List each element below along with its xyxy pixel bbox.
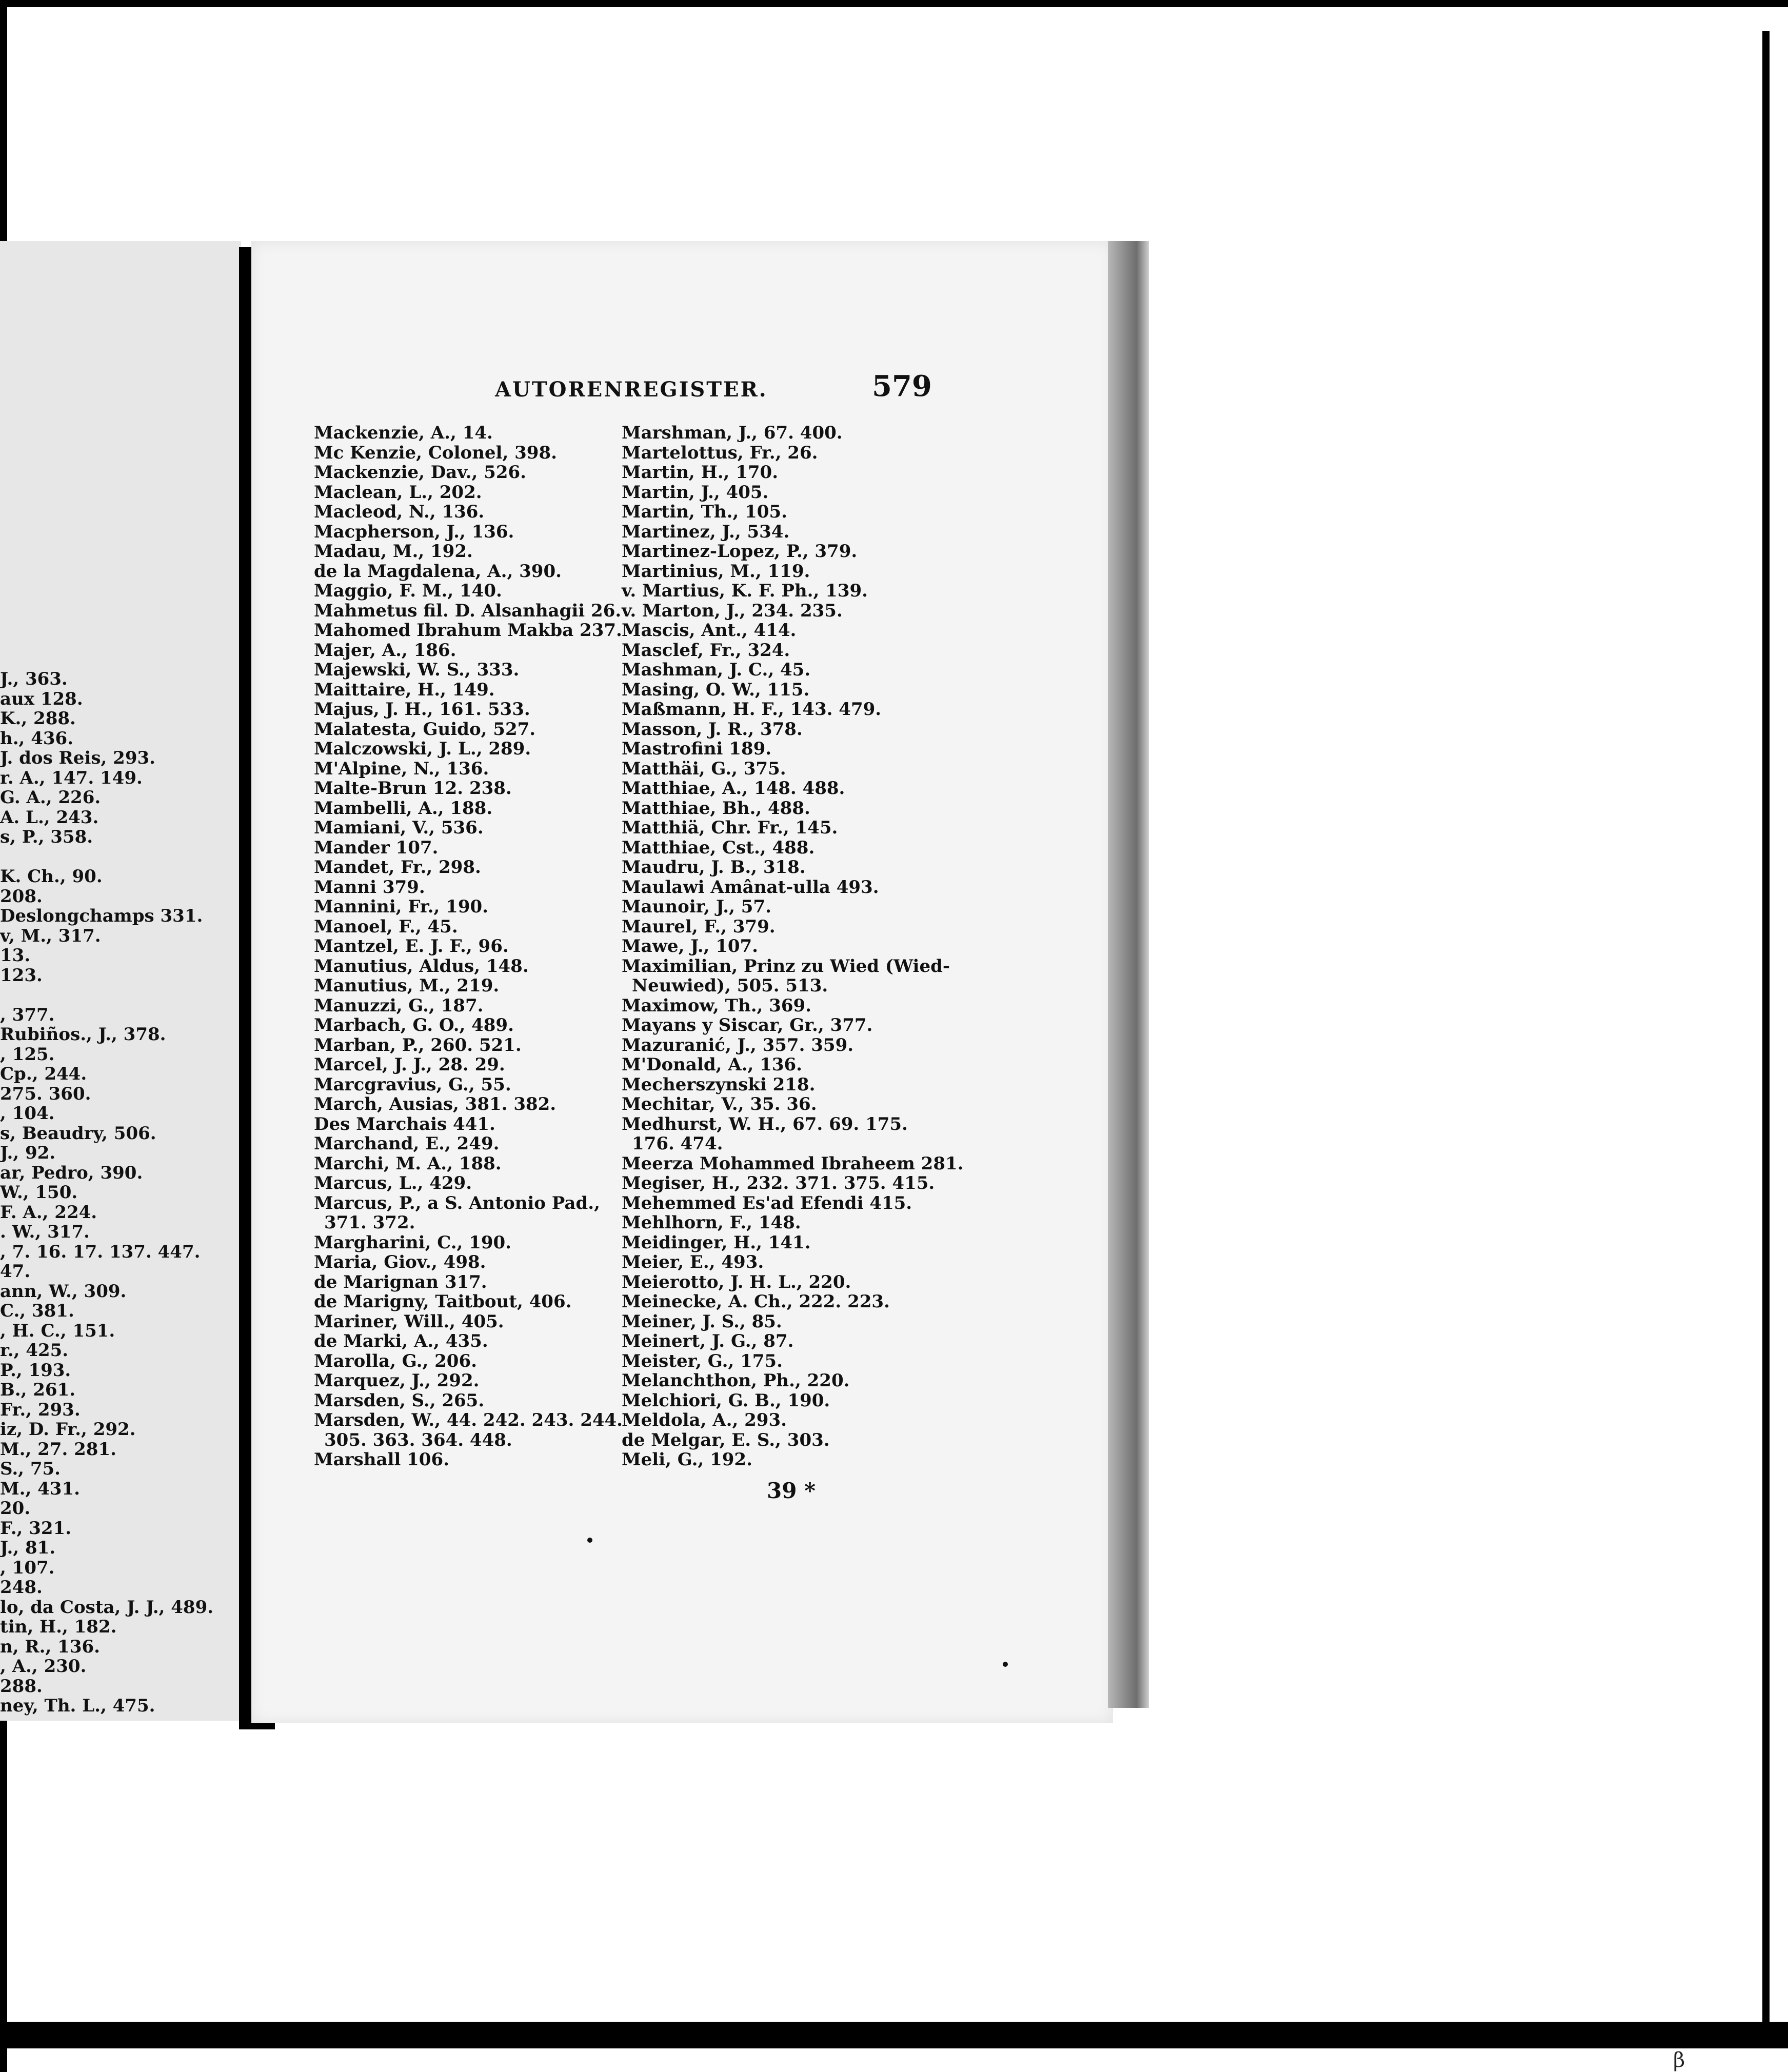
index-entry: de la Magdalena, A., 390. bbox=[314, 561, 562, 582]
index-entry: 176. 474. bbox=[632, 1133, 723, 1154]
index-entry: Maria, Giov., 498. bbox=[314, 1252, 486, 1272]
index-entry: 371. 372. bbox=[324, 1212, 415, 1233]
index-entry: Meierotto, J. H. L., 220. bbox=[622, 1271, 851, 1292]
index-entry: , 125. bbox=[0, 1044, 55, 1065]
index-entry: de Marignan 317. bbox=[314, 1271, 487, 1292]
index-entry: Mawe, J., 107. bbox=[622, 936, 759, 957]
index-entry: Cp., 244. bbox=[0, 1064, 87, 1084]
index-entry: G. A., 226. bbox=[0, 787, 101, 808]
index-entry: 248. bbox=[0, 1577, 43, 1598]
index-entry: Marcgravius, G., 55. bbox=[314, 1074, 511, 1095]
index-entry: Malatesta, Guido, 527. bbox=[314, 719, 536, 740]
index-entry: Masing, O. W., 115. bbox=[622, 679, 810, 700]
index-entry: lo, da Costa, J. J., 489. bbox=[0, 1597, 214, 1618]
index-entry: , 377. bbox=[0, 1004, 55, 1025]
index-entry: 275. 360. bbox=[0, 1083, 91, 1104]
index-entry: Majewski, W. S., 333. bbox=[314, 660, 520, 680]
index-entry: Matthäi, G., 375. bbox=[622, 758, 786, 779]
page-number: 579 bbox=[872, 369, 932, 403]
left-page bbox=[0, 241, 241, 1721]
index-entry: Mastrofini 189. bbox=[622, 739, 772, 759]
index-entry: Mayans y Siscar, Gr., 377. bbox=[622, 1015, 873, 1035]
index-entry: r. A., 147. 149. bbox=[0, 767, 143, 788]
index-entry: Macleod, N., 136. bbox=[314, 502, 485, 522]
index-entry: K., 288. bbox=[0, 708, 76, 729]
index-entry: Marchi, M. A., 188. bbox=[314, 1153, 502, 1174]
index-entry: Mecherszynski 218. bbox=[622, 1074, 816, 1095]
index-entry: Mariner, Will., 405. bbox=[314, 1311, 504, 1332]
index-entry: Majus, J. H., 161. 533. bbox=[314, 699, 530, 720]
index-entry: Fr., 293. bbox=[0, 1399, 81, 1420]
index-entry: C., 381. bbox=[0, 1301, 74, 1321]
index-entry: M'Alpine, N., 136. bbox=[314, 758, 489, 779]
index-entry: 13. bbox=[0, 945, 31, 966]
index-entry: Malte-Brun 12. 238. bbox=[314, 778, 512, 799]
index-entry: Meier, E., 493. bbox=[622, 1252, 764, 1272]
index-entry: Matthiae, Bh., 488. bbox=[622, 798, 810, 819]
index-entry: Marcus, L., 429. bbox=[314, 1173, 472, 1193]
index-entry: 208. bbox=[0, 886, 43, 907]
index-entry: Mamiani, V., 536. bbox=[314, 818, 484, 838]
index-entry: Mahomed Ibrahum Makba 237. bbox=[314, 620, 622, 641]
index-entry: Marsden, S., 265. bbox=[314, 1390, 485, 1411]
index-entry: Marban, P., 260. 521. bbox=[314, 1034, 522, 1055]
index-entry: Meinecke, A. Ch., 222. 223. bbox=[622, 1291, 890, 1312]
index-entry: Mashman, J. C., 45. bbox=[622, 660, 811, 680]
index-entry: Mazuranić, J., 357. 359. bbox=[622, 1034, 854, 1055]
index-entry: , 107. bbox=[0, 1557, 55, 1578]
scan-border-bottom bbox=[0, 2022, 1788, 2048]
index-entry: Meister, G., 175. bbox=[622, 1350, 783, 1371]
index-column-right bbox=[622, 423, 963, 1470]
index-entry: v, M., 317. bbox=[0, 925, 101, 946]
index-entry: Deslongchamps 331. bbox=[0, 906, 203, 926]
index-entry: s, P., 358. bbox=[0, 827, 93, 847]
index-entry: Mehlhorn, F., 148. bbox=[622, 1212, 801, 1233]
index-entry: Melanchthon, Ph., 220. bbox=[622, 1370, 850, 1391]
index-entry: v. Marton, J., 234. 235. bbox=[622, 600, 843, 621]
index-entry: Margharini, C., 190. bbox=[314, 1232, 512, 1253]
index-entry: Maudru, J. B., 318. bbox=[622, 857, 806, 878]
index-entry: Maximilian, Prinz zu Wied (Wied- bbox=[622, 955, 950, 977]
index-entry: Mannini, Fr., 190. bbox=[314, 896, 488, 917]
index-entry: , 104. bbox=[0, 1103, 55, 1124]
index-entry: J., 363. bbox=[0, 669, 68, 689]
index-entry: Maclean, L., 202. bbox=[314, 482, 482, 503]
index-entry: 288. bbox=[0, 1676, 43, 1697]
index-entry: Mantzel, E. J. F., 96. bbox=[314, 936, 509, 957]
index-entry: Macpherson, J., 136. bbox=[314, 521, 514, 542]
index-entry: r., 425. bbox=[0, 1340, 69, 1361]
signature-mark: 39 * bbox=[767, 1478, 816, 1503]
index-entry: Maulawi Amânat-ulla 493. bbox=[622, 876, 879, 898]
index-entry: Marolla, G., 206. bbox=[314, 1350, 477, 1371]
index-entry: Mackenzie, Dav., 526. bbox=[314, 462, 526, 483]
index-entry: Malczowski, J. L., 289. bbox=[314, 739, 531, 759]
index-entry: K. Ch., 90. bbox=[0, 866, 103, 887]
index-entry: Marshman, J., 67. 400. bbox=[622, 423, 843, 443]
index-entry: Meldola, A., 293. bbox=[622, 1410, 787, 1430]
index-entry: Neuwied), 505. 513. bbox=[632, 975, 828, 996]
index-entry: Megiser, H., 232. 371. 375. 415. bbox=[622, 1173, 935, 1193]
index-entry: h., 436. bbox=[0, 728, 74, 749]
index-entry: tin, H., 182. bbox=[0, 1617, 117, 1637]
index-entry: Mascis, Ant., 414. bbox=[622, 620, 797, 641]
index-entry: aux 128. bbox=[0, 688, 83, 709]
index-entry: Marbach, G. O., 489. bbox=[314, 1015, 514, 1035]
speck bbox=[587, 1538, 592, 1543]
index-entry: Martelottus, Fr., 26. bbox=[622, 442, 818, 463]
index-entry: Marchand, E., 249. bbox=[314, 1133, 500, 1154]
index-entry: Matthiä, Chr. Fr., 145. bbox=[622, 818, 838, 838]
index-entry: ann, W., 309. bbox=[0, 1281, 127, 1302]
index-entry: Des Marchais 441. bbox=[314, 1113, 495, 1134]
index-entry: Mambelli, A., 188. bbox=[314, 798, 493, 819]
index-entry: F., 321. bbox=[0, 1518, 72, 1539]
index-entry: J. dos Reis, 293. bbox=[0, 748, 155, 768]
left-page-column bbox=[0, 669, 213, 1716]
index-entry: Manutius, Aldus, 148. bbox=[314, 955, 529, 977]
index-entry: Martin, H., 170. bbox=[622, 462, 779, 483]
index-entry: Mc Kenzie, Colonel, 398. bbox=[314, 442, 557, 463]
running-header: AUTORENREGISTER. bbox=[495, 377, 768, 402]
index-entry: , H. C., 151. bbox=[0, 1320, 115, 1341]
index-entry: Martinius, M., 119. bbox=[622, 561, 810, 582]
index-entry: Masson, J. R., 378. bbox=[622, 719, 803, 740]
index-entry: Maggio, F. M., 140. bbox=[314, 581, 502, 601]
index-entry: J., 92. bbox=[0, 1143, 56, 1163]
index-entry: Meli, G., 192. bbox=[622, 1449, 752, 1470]
index-entry: Manoel, F., 45. bbox=[314, 916, 458, 937]
index-entry: ar, Pedro, 390. bbox=[0, 1162, 143, 1183]
index-entry: Meerza Mohammed Ibraheem 281. bbox=[622, 1153, 964, 1174]
index-entry: Mackenzie, A., 14. bbox=[314, 423, 493, 443]
index-entry: A. L., 243. bbox=[0, 807, 99, 828]
scan-border-right bbox=[1762, 31, 1770, 2041]
scan-border-top bbox=[0, 0, 1788, 7]
index-entry: Marcus, P., a S. Antonio Pad., bbox=[314, 1192, 600, 1213]
index-entry bbox=[0, 985, 213, 1005]
index-entry: Maittaire, H., 149. bbox=[314, 679, 495, 700]
index-entry: Mechitar, V., 35. 36. bbox=[622, 1094, 817, 1114]
index-entry: W., 150. bbox=[0, 1182, 78, 1203]
page-edge bbox=[1108, 241, 1149, 1708]
index-entry: Matthiae, A., 148. 488. bbox=[622, 778, 845, 799]
index-entry: 305. 363. 364. 448. bbox=[324, 1429, 512, 1450]
index-entry: Melchiori, G. B., 190. bbox=[622, 1390, 830, 1411]
index-entry: de Melgar, E. S., 303. bbox=[622, 1429, 830, 1450]
index-entry: Mandet, Fr., 298. bbox=[314, 857, 481, 878]
index-entry: Madau, M., 192. bbox=[314, 541, 473, 562]
index-column-left bbox=[314, 423, 623, 1470]
index-entry: Meinert, J. G., 87. bbox=[622, 1331, 794, 1351]
index-entry: Majer, A., 186. bbox=[314, 640, 456, 661]
index-entry: Mander 107. bbox=[314, 837, 439, 858]
index-entry: Maunoir, J., 57. bbox=[622, 896, 771, 917]
index-entry: March, Ausias, 381. 382. bbox=[314, 1094, 557, 1114]
index-entry: ney, Th. L., 475. bbox=[0, 1696, 155, 1716]
speck bbox=[1003, 1662, 1008, 1667]
index-entry: B., 261. bbox=[0, 1380, 76, 1400]
index-entry: Marshall 106. bbox=[314, 1449, 449, 1470]
index-entry: Rubiños., J., 378. bbox=[0, 1024, 166, 1045]
index-entry: Marcel, J. J., 28. 29. bbox=[314, 1054, 505, 1075]
index-entry: Meiner, J. S., 85. bbox=[622, 1311, 782, 1332]
index-entry: Masclef, Fr., 324. bbox=[622, 640, 790, 661]
index-entry: Matthiae, Cst., 488. bbox=[622, 837, 815, 858]
index-entry: , A., 230. bbox=[0, 1656, 87, 1677]
index-entry: F. A., 224. bbox=[0, 1202, 97, 1223]
index-entry: Marsden, W., 44. 242. 243. 244. bbox=[314, 1410, 623, 1430]
index-entry: M., 27. 281. bbox=[0, 1439, 116, 1460]
index-entry: Mahmetus fil. D. Alsanhagii 26. bbox=[314, 600, 622, 621]
index-entry: de Marki, A., 435. bbox=[314, 1331, 488, 1351]
index-entry: Manutius, M., 219. bbox=[314, 975, 500, 996]
index-entry: 123. bbox=[0, 965, 43, 986]
index-entry: iz, D. Fr., 292. bbox=[0, 1419, 136, 1440]
index-entry: S., 75. bbox=[0, 1459, 61, 1479]
index-entry: J., 81. bbox=[0, 1538, 56, 1558]
index-entry bbox=[0, 847, 213, 867]
index-entry: Mehemmed Es'ad Efendi 415. bbox=[622, 1192, 912, 1213]
index-entry: Martinez, J., 534. bbox=[622, 521, 790, 542]
corner-mark: β bbox=[1673, 2048, 1685, 2072]
index-entry: M., 431. bbox=[0, 1478, 80, 1499]
index-entry: Manni 379. bbox=[314, 876, 425, 898]
index-entry: Manuzzi, G., 187. bbox=[314, 995, 484, 1016]
index-entry: Meidinger, H., 141. bbox=[622, 1232, 811, 1253]
index-entry: Marquez, J., 292. bbox=[314, 1370, 480, 1391]
index-entry: 20. bbox=[0, 1498, 31, 1519]
index-entry: Martin, Th., 105. bbox=[622, 502, 787, 522]
index-entry: Maximow, Th., 369. bbox=[622, 995, 812, 1016]
index-entry: . W., 317. bbox=[0, 1222, 90, 1242]
index-entry: , 7. 16. 17. 137. 447. bbox=[0, 1241, 201, 1262]
index-entry: Maurel, F., 379. bbox=[622, 916, 776, 937]
index-entry: s, Beaudry, 506. bbox=[0, 1123, 156, 1144]
index-entry: Maßmann, H. F., 143. 479. bbox=[622, 699, 882, 720]
index-entry: Martin, J., 405. bbox=[622, 482, 769, 503]
index-entry: M'Donald, A., 136. bbox=[622, 1054, 803, 1075]
index-entry: Medhurst, W. H., 67. 69. 175. bbox=[622, 1113, 908, 1134]
index-entry: v. Martius, K. F. Ph., 139. bbox=[622, 581, 868, 601]
index-entry: Martinez-Lopez, P., 379. bbox=[622, 541, 858, 562]
index-entry: P., 193. bbox=[0, 1360, 71, 1381]
index-entry: de Marigny, Taitbout, 406. bbox=[314, 1291, 572, 1312]
index-entry: n, R., 136. bbox=[0, 1636, 100, 1657]
index-entry: 47. bbox=[0, 1261, 31, 1282]
